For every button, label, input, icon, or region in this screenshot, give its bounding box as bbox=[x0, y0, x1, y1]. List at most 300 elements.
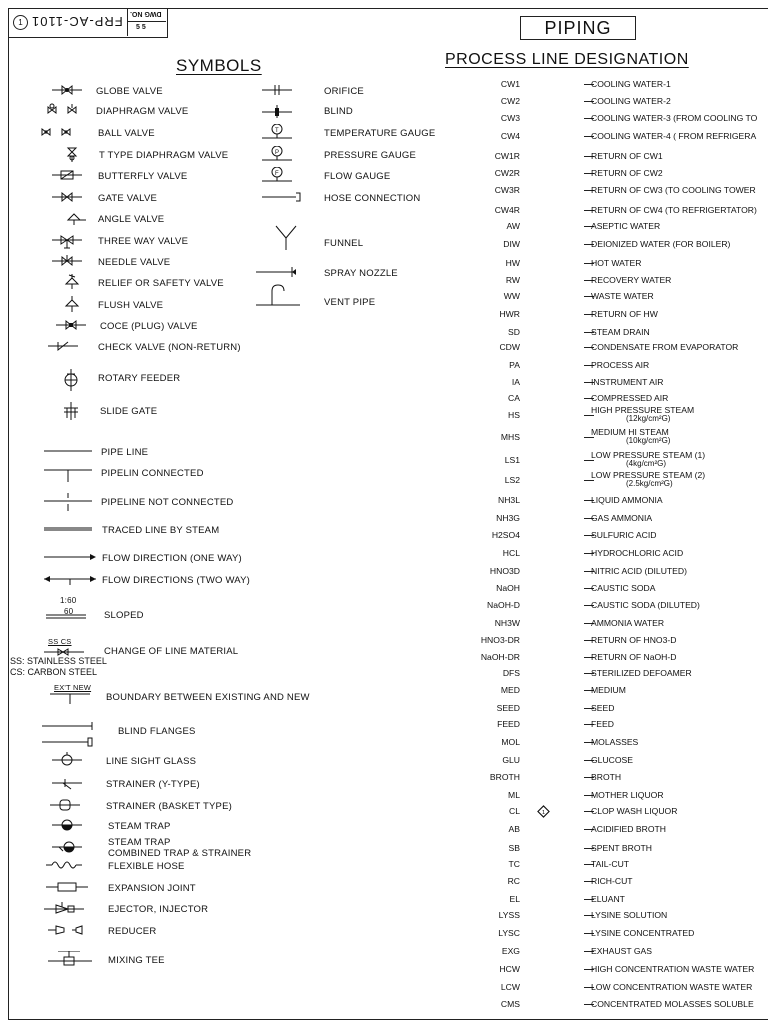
symbol-label: HOSE CONNECTION bbox=[324, 193, 421, 204]
symbol-label: ROTARY FEEDER bbox=[98, 373, 181, 384]
symbol-label: BLIND bbox=[324, 106, 353, 117]
line-code: HW bbox=[505, 258, 520, 268]
flow-two-way-icon bbox=[44, 571, 98, 592]
process-line-row bbox=[440, 151, 768, 163]
symbol-label: RELIEF OR SAFETY VALVE bbox=[98, 278, 224, 289]
line-code: SEED bbox=[496, 703, 520, 713]
process-line-row bbox=[440, 291, 768, 303]
diaphragm-valve-icon bbox=[46, 102, 78, 123]
symbol-label: DIAPHRAGM VALVE bbox=[96, 106, 189, 117]
process-line-row bbox=[440, 566, 768, 578]
symbol-tag: SS CS bbox=[48, 637, 72, 646]
line-code: SB bbox=[508, 843, 520, 853]
process-line-row bbox=[440, 755, 768, 767]
gate-valve-icon bbox=[52, 189, 84, 210]
globe-valve-icon bbox=[52, 82, 84, 103]
dwg-label: DWG NO. bbox=[130, 10, 162, 17]
process-line-row bbox=[440, 618, 768, 630]
funnel-icon bbox=[270, 224, 310, 255]
symbols-heading: SYMBOLS bbox=[176, 56, 262, 75]
line-code: NH3W bbox=[494, 618, 520, 628]
symbol-label: VENT PIPE bbox=[324, 297, 376, 308]
pipeline-connected-icon bbox=[44, 464, 98, 482]
slope-ratio-top: 1:60 bbox=[60, 596, 77, 605]
diaphragm-valve-icon bbox=[46, 102, 78, 120]
basket-strainer-icon bbox=[50, 797, 82, 818]
process-line-row bbox=[440, 737, 768, 749]
line-description: FEED bbox=[591, 719, 614, 729]
process-line-row bbox=[440, 470, 768, 488]
drawing-number: FRP-AC-1101 bbox=[31, 14, 123, 29]
process-line-row bbox=[440, 999, 768, 1011]
line-code: MOL bbox=[501, 737, 520, 747]
note-carbon: CS: CARBON STEEL bbox=[10, 667, 98, 677]
funnel-icon bbox=[270, 224, 310, 252]
line-description-sub: (12kg/cm²G) bbox=[626, 414, 671, 423]
temperature-gauge-icon bbox=[262, 124, 302, 142]
line-code: LYSS bbox=[498, 910, 520, 920]
symbol-label: FLOW DIRECTIONS (TWO WAY) bbox=[102, 575, 251, 586]
ejector-icon bbox=[44, 900, 98, 918]
line-description: GAS AMMONIA bbox=[591, 513, 653, 523]
line-description: CLOP WASH LIQUOR bbox=[591, 806, 678, 816]
line-code: RW bbox=[505, 275, 520, 285]
line-code: CA bbox=[508, 393, 520, 403]
symbol-label: BALL VALVE bbox=[98, 128, 155, 139]
line-description: PROCESS AIR bbox=[591, 360, 650, 370]
needle-valve-icon bbox=[52, 253, 84, 271]
line-code: HNO3-DR bbox=[480, 635, 520, 645]
check-valve-icon bbox=[48, 338, 80, 356]
symbol-label: T TYPE DIAPHRAGM VALVE bbox=[99, 150, 229, 161]
line-description: NITRIC ACID (DILUTED) bbox=[591, 566, 687, 576]
line-dash bbox=[584, 437, 594, 438]
symbol-label: STRAINER (BASKET TYPE) bbox=[106, 801, 232, 812]
symbol-label: PIPELINE NOT CONNECTED bbox=[101, 497, 234, 508]
line-description: RETURN OF HW bbox=[591, 309, 658, 319]
process-line-row bbox=[440, 405, 768, 423]
spray-nozzle-icon bbox=[256, 264, 296, 282]
title-block bbox=[8, 8, 168, 38]
line-description: INSTRUMENT AIR bbox=[591, 377, 664, 387]
line-code: EL bbox=[509, 894, 520, 904]
process-line-heading: PROCESS LINE DESIGNATION bbox=[445, 51, 689, 68]
symbol-label: EJECTOR, INJECTOR bbox=[108, 904, 209, 915]
line-code: LS2 bbox=[504, 475, 520, 485]
symbol-label: SLIDE GATE bbox=[100, 406, 158, 417]
ejector-icon bbox=[44, 900, 98, 921]
line-description: CAUSTIC SODA (DILUTED) bbox=[591, 600, 700, 610]
line-description: SPENT BROTH bbox=[591, 843, 652, 853]
line-code: CW4R bbox=[494, 205, 520, 215]
y-strainer-icon bbox=[52, 775, 84, 796]
note-stainless: SS: STAINLESS STEEL bbox=[10, 656, 107, 666]
line-code: H2SO4 bbox=[491, 530, 520, 540]
line-description: CAUSTIC SODA bbox=[591, 583, 656, 593]
temperature-gauge-icon bbox=[262, 124, 302, 145]
line-description: EXHAUST GAS bbox=[591, 946, 652, 956]
line-description: SULFURIC ACID bbox=[591, 530, 657, 540]
pipeline-not-connected-icon bbox=[44, 493, 98, 514]
process-line-row bbox=[440, 113, 768, 125]
line-code: MHS bbox=[500, 432, 520, 442]
process-line-row bbox=[440, 982, 768, 994]
line-description: TAIL-CUT bbox=[591, 859, 630, 869]
hose-connection-icon bbox=[262, 189, 302, 207]
process-line-row bbox=[440, 772, 768, 784]
steam-trap-icon bbox=[52, 817, 84, 835]
line-code: DFS bbox=[502, 668, 520, 678]
mixing-tee-icon bbox=[48, 951, 102, 969]
symbol-label: PIPE LINE bbox=[101, 447, 149, 458]
line-description: RETURN OF CW3 (TO COOLING TOWER bbox=[591, 185, 756, 195]
three-way-valve-icon bbox=[52, 232, 84, 253]
process-line-row bbox=[440, 513, 768, 525]
plug-valve-icon bbox=[56, 317, 88, 338]
process-line-row bbox=[440, 309, 768, 321]
plug-valve-icon bbox=[56, 317, 88, 335]
line-code: ML bbox=[508, 790, 520, 800]
line-description: COOLING WATER-4 ( FROM REFRIGERA bbox=[591, 131, 757, 141]
flexible-hose-icon bbox=[46, 857, 100, 875]
expansion-joint-icon bbox=[46, 879, 100, 900]
symbol-label: STEAM TRAP bbox=[108, 821, 171, 832]
three-way-valve-icon bbox=[52, 232, 84, 250]
orifice-icon bbox=[262, 82, 302, 100]
line-description: RETURN OF NaOH-D bbox=[591, 652, 677, 662]
line-code: AW bbox=[506, 221, 520, 231]
traced-line-icon bbox=[44, 521, 98, 539]
process-line-row bbox=[440, 239, 768, 251]
line-description: LIQUID AMMONIA bbox=[591, 495, 663, 505]
symbol-label: NEEDLE VALVE bbox=[98, 257, 171, 268]
y-strainer-icon bbox=[52, 775, 84, 793]
symbol-label-secondary: COMBINED TRAP & STRAINER bbox=[108, 848, 252, 859]
line-description-sub: (10kg/cm²G) bbox=[626, 436, 671, 445]
line-code: FEED bbox=[497, 719, 520, 729]
line-code: AB bbox=[508, 824, 520, 834]
mixing-tee-icon bbox=[48, 951, 102, 972]
symbol-label: CHECK VALVE (NON-RETURN) bbox=[98, 342, 241, 353]
line-description: RETURN OF HNO3-D bbox=[591, 635, 677, 645]
process-line-row bbox=[440, 719, 768, 731]
line-code: NH3L bbox=[498, 495, 520, 505]
line-code: EXG bbox=[501, 946, 520, 956]
symbol-label: FLOW GAUGE bbox=[324, 171, 391, 182]
symbol-label: EXPANSION JOINT bbox=[108, 883, 196, 894]
process-line-row bbox=[440, 342, 768, 354]
relief-valve-icon bbox=[56, 274, 88, 295]
symbol-label: FUNNEL bbox=[324, 238, 364, 249]
line-description: COOLING WATER-2 bbox=[591, 96, 671, 106]
basket-strainer-icon bbox=[50, 797, 82, 815]
flexible-hose-icon bbox=[46, 857, 100, 878]
process-line-row bbox=[440, 946, 768, 958]
symbol-label: BOUNDARY BETWEEN EXISTING AND NEW bbox=[106, 692, 310, 703]
process-line-row bbox=[440, 843, 768, 855]
pressure-gauge-icon bbox=[262, 146, 302, 164]
process-line-row bbox=[440, 635, 768, 647]
title-block-number-cell bbox=[9, 9, 128, 36]
combined-trap-icon bbox=[52, 839, 84, 857]
process-line-row bbox=[440, 450, 768, 468]
symbol-label: CHANGE OF LINE MATERIAL bbox=[104, 646, 239, 657]
flush-valve-icon bbox=[56, 296, 88, 314]
reducer-icon bbox=[48, 922, 102, 943]
line-code: HCL bbox=[502, 548, 520, 558]
symbol-label: SLOPED bbox=[104, 610, 144, 621]
line-code: CDW bbox=[499, 342, 520, 352]
process-line-row bbox=[440, 806, 768, 818]
symbol-tag: EX'T NEW bbox=[54, 683, 92, 692]
process-line-row bbox=[440, 790, 768, 802]
divider bbox=[128, 21, 166, 22]
process-line-row bbox=[440, 79, 768, 91]
revision-marker-text: 1 bbox=[541, 809, 546, 816]
line-code: LS1 bbox=[504, 455, 520, 465]
symbol-label: PIPELIN CONNECTED bbox=[101, 468, 204, 479]
line-description: DEIONIZED WATER (FOR BOILER) bbox=[591, 239, 731, 249]
line-code: HCW bbox=[499, 964, 520, 974]
slide-gate-icon bbox=[56, 402, 88, 426]
symbol-label: FLOW DIRECTION (ONE WAY) bbox=[102, 553, 242, 564]
blind-flanges-icon bbox=[42, 722, 96, 751]
line-code: CW4 bbox=[500, 131, 520, 141]
process-line-row bbox=[440, 377, 768, 389]
svg-text:F: F bbox=[275, 171, 279, 177]
vent-pipe-icon bbox=[256, 283, 302, 314]
line-description: COOLING WATER-1 bbox=[591, 79, 671, 89]
rotary-feeder-icon bbox=[56, 369, 88, 393]
line-description: ASEPTIC WATER bbox=[591, 221, 661, 231]
slope-ratio-bottom: 60 bbox=[64, 607, 74, 616]
symbol-label: TEMPERATURE GAUGE bbox=[324, 128, 436, 139]
line-code: SD bbox=[508, 327, 520, 337]
symbol-label: STRAINER (Y-TYPE) bbox=[106, 779, 200, 790]
process-line-row bbox=[440, 275, 768, 287]
line-code: IA bbox=[511, 377, 520, 387]
ball-valve-icon bbox=[40, 124, 72, 142]
pipe-line-icon bbox=[44, 443, 98, 464]
line-description: RICH-CUT bbox=[591, 876, 633, 886]
line-code: RC bbox=[507, 876, 520, 886]
process-line-row bbox=[440, 928, 768, 940]
process-line-row bbox=[440, 327, 768, 339]
line-code: CW3 bbox=[500, 113, 520, 123]
slide-gate-icon bbox=[56, 402, 88, 429]
revision-circle: 1 bbox=[13, 15, 28, 30]
symbol-label: GLOBE VALVE bbox=[96, 86, 163, 97]
spray-nozzle-icon bbox=[256, 264, 296, 285]
process-line-row bbox=[440, 824, 768, 836]
orifice-icon bbox=[262, 82, 302, 103]
piping-heading: PIPING bbox=[520, 16, 636, 40]
line-description: LOW CONCENTRATION WASTE WATER bbox=[591, 982, 753, 992]
gate-valve-icon bbox=[52, 189, 84, 207]
line-code: NH3G bbox=[496, 513, 520, 523]
line-code: LCW bbox=[500, 982, 520, 992]
line-description: STEAM DRAIN bbox=[591, 327, 650, 337]
line-description: LYSINE CONCENTRATED bbox=[591, 928, 695, 938]
process-line-row bbox=[440, 652, 768, 664]
symbol-label: MIXING TEE bbox=[108, 955, 165, 966]
process-line-row bbox=[440, 910, 768, 922]
svg-text:P: P bbox=[275, 150, 280, 156]
line-description: HIGH CONCENTRATION WASTE WATER bbox=[591, 964, 755, 974]
hose-connection-icon bbox=[262, 189, 302, 210]
process-line-row bbox=[440, 583, 768, 595]
line-description: LOW PRESSURE STEAM (2) bbox=[591, 470, 706, 480]
line-description: GLUCOSE bbox=[591, 755, 634, 765]
vent-pipe-icon bbox=[256, 283, 302, 311]
blind-flanges-icon bbox=[42, 722, 96, 748]
line-description: COOLING WATER-3 (FROM COOLING TO bbox=[591, 113, 758, 123]
line-description-sub: (4kg/cm²G) bbox=[626, 459, 666, 468]
line-description: HIGH PRESSURE STEAM bbox=[591, 405, 695, 415]
globe-valve-icon bbox=[52, 82, 84, 100]
butterfly-valve-icon bbox=[52, 167, 84, 185]
process-line-row bbox=[440, 131, 768, 143]
process-line-row bbox=[440, 495, 768, 507]
flow-two-way-icon bbox=[44, 571, 98, 589]
steam-trap-icon bbox=[52, 817, 84, 838]
line-code: CW1R bbox=[494, 151, 520, 161]
line-description-sub: (2.5kg/cm²G) bbox=[626, 479, 673, 488]
line-code: NaOH bbox=[496, 583, 520, 593]
svg-text:T: T bbox=[275, 128, 279, 134]
traced-line-icon bbox=[44, 521, 98, 542]
symbol-label: ORIFICE bbox=[324, 86, 364, 97]
line-description: RETURN OF CW4 (TO REFRIGERTATOR) bbox=[591, 205, 757, 215]
title-block-dwg-cell bbox=[128, 9, 166, 36]
line-description: MOTHER LIQUOR bbox=[591, 790, 664, 800]
line-dash bbox=[584, 415, 594, 416]
line-description: MOLASSES bbox=[591, 737, 639, 747]
line-dash bbox=[584, 460, 594, 461]
line-dash bbox=[584, 480, 594, 481]
line-code: LYSC bbox=[498, 928, 520, 938]
line-description: ACIDIFIED BROTH bbox=[591, 824, 666, 834]
line-description: CONCENTRATED MOLASSES SOLUBLE bbox=[591, 999, 754, 1009]
pipe-line-icon bbox=[44, 443, 98, 461]
flow-gauge-icon bbox=[262, 167, 302, 185]
process-line-row bbox=[440, 205, 768, 217]
line-code: CMS bbox=[500, 999, 520, 1009]
line-code: NaOH-DR bbox=[480, 652, 520, 662]
symbol-label: BLIND FLANGES bbox=[118, 726, 196, 737]
flush-valve-icon bbox=[56, 296, 88, 317]
sight-glass-icon bbox=[52, 752, 84, 770]
line-code: HS bbox=[508, 410, 520, 420]
line-code: CW3R bbox=[494, 185, 520, 195]
blind-icon bbox=[262, 102, 302, 123]
line-description: RETURN OF CW1 bbox=[591, 151, 663, 161]
expansion-joint-icon bbox=[46, 879, 100, 897]
line-code: BROTH bbox=[489, 772, 520, 782]
line-description: MEDIUM HI STEAM bbox=[591, 427, 669, 437]
process-line-row bbox=[440, 427, 768, 445]
line-description: BROTH bbox=[591, 772, 622, 782]
t-type-diaphragm-valve-icon bbox=[58, 146, 90, 164]
line-code: CW2R bbox=[494, 168, 520, 178]
symbol-label: TRACED LINE BY STEAM bbox=[102, 525, 220, 536]
line-code: DIW bbox=[503, 239, 520, 249]
t-type-diaphragm-valve-icon bbox=[58, 146, 90, 167]
line-code: HWR bbox=[499, 309, 520, 319]
symbol-label: ANGLE VALVE bbox=[98, 214, 165, 225]
line-code: MED bbox=[500, 685, 520, 695]
line-code: GLU bbox=[502, 755, 520, 765]
process-line-row bbox=[440, 600, 768, 612]
process-line-row bbox=[440, 668, 768, 680]
process-line-row bbox=[440, 530, 768, 542]
line-description: HYDROCHLORIC ACID bbox=[591, 548, 684, 558]
line-description: LYSINE SOLUTION bbox=[591, 910, 668, 920]
sight-glass-icon bbox=[52, 752, 84, 773]
line-description: HOT WATER bbox=[591, 258, 642, 268]
process-line-row bbox=[440, 876, 768, 888]
line-description: CONDENSATE FROM EVAPORATOR bbox=[591, 342, 739, 352]
process-line-row bbox=[440, 221, 768, 233]
process-line-row bbox=[440, 964, 768, 976]
ball-valve-icon bbox=[40, 124, 72, 145]
line-code: CW1 bbox=[500, 79, 520, 89]
line-description: STERILIZED DEFOAMER bbox=[591, 668, 692, 678]
line-code: CW2 bbox=[500, 96, 520, 106]
symbol-label: COCE (PLUG) VALVE bbox=[100, 321, 198, 332]
symbol-label: THREE WAY VALVE bbox=[98, 236, 189, 247]
process-line-row bbox=[440, 703, 768, 715]
line-description: RECOVERY WATER bbox=[591, 275, 672, 285]
process-line-row bbox=[440, 96, 768, 108]
line-description: COMPRESSED AIR bbox=[591, 393, 669, 403]
flow-one-way-icon bbox=[44, 549, 98, 567]
flow-one-way-icon bbox=[44, 549, 98, 570]
symbol-label: STEAM TRAP COMBINED TRAP & STRAINER bbox=[108, 837, 252, 859]
process-line-row bbox=[440, 859, 768, 871]
line-code: WW bbox=[503, 291, 520, 301]
line-code: TC bbox=[508, 859, 520, 869]
symbol-label: FLEXIBLE HOSE bbox=[108, 861, 185, 872]
line-code: HNO3D bbox=[489, 566, 520, 576]
symbol-label: PRESSURE GAUGE bbox=[324, 150, 417, 161]
line-description: RETURN OF CW2 bbox=[591, 168, 663, 178]
needle-valve-icon bbox=[52, 253, 84, 274]
symbol-label: SPRAY NOZZLE bbox=[324, 268, 398, 279]
rotary-feeder-icon bbox=[56, 369, 88, 396]
pipeline-not-connected-icon bbox=[44, 493, 98, 511]
symbol-label: GATE VALVE bbox=[98, 193, 158, 204]
symbol-label: FLUSH VALVE bbox=[98, 300, 164, 311]
pipeline-connected-icon bbox=[44, 464, 98, 485]
line-description: AMMONIA WATER bbox=[591, 618, 665, 628]
line-description: LOW PRESSURE STEAM (1) bbox=[591, 450, 706, 460]
revision-marker-icon bbox=[537, 805, 550, 818]
line-code: CL bbox=[509, 806, 520, 816]
line-description: MEDIUM bbox=[591, 685, 626, 695]
symbol-label: REDUCER bbox=[108, 926, 157, 937]
process-line-row bbox=[440, 360, 768, 372]
butterfly-valve-icon bbox=[52, 167, 84, 188]
process-line-row bbox=[440, 548, 768, 560]
line-description: WASTE WATER bbox=[591, 291, 654, 301]
check-valve-icon bbox=[48, 338, 80, 359]
line-description: SEED bbox=[591, 703, 615, 713]
line-description: ELUANT bbox=[591, 894, 625, 904]
reducer-icon bbox=[48, 922, 102, 940]
process-line-row bbox=[440, 393, 768, 405]
blind-icon bbox=[262, 102, 302, 120]
